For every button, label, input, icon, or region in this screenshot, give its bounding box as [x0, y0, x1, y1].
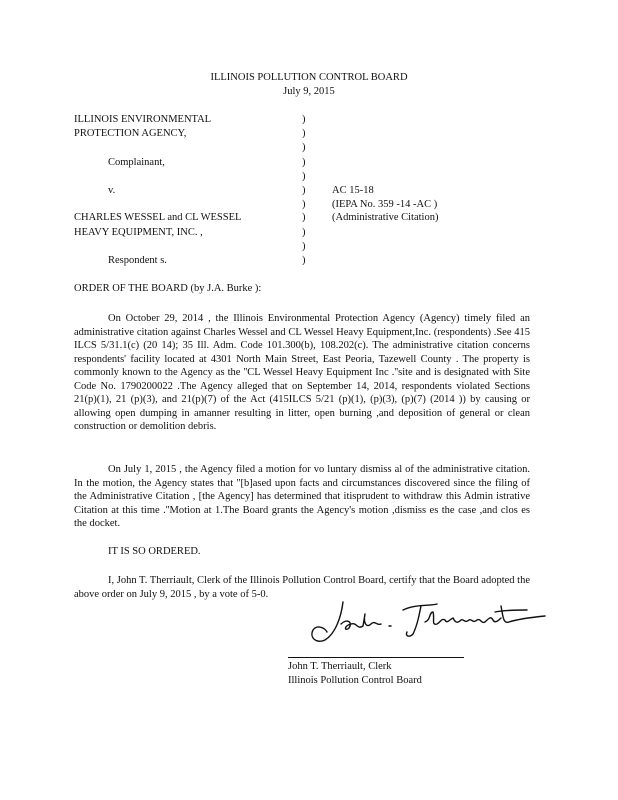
complainant-role: Complainant, [108, 157, 165, 168]
caption-paren: ) [302, 227, 306, 238]
order-paragraph-1: On October 29, 2014 , the Illinois Environmental Protection Agency (Agency) timely filed an administrative citation against Charles Wessel and CL Wessel Heavy Equipment,Inc. (respondents) .See 415 ILCS 5/31.1(c) (20 14); 35 Ill. Adm. Code 101.300(b), 108.202(c). The administrative citation concerns respondents' facility located at 4301 North Main Street, East Peoria, Tazewell County . The property is commonly known to the Agency as the ''CL Wessel Heavy Equipment Inc .''site and is designated with Site Code No. 1790200022 .The Agency alleged that on September 14, 2014, respondents violated Sections 21(p)(1), 21 (p)(3), and 21(p)(7) of the Act (415ILCS 5/21 (p)(1), (p)(3), (p)(7) (2014 )) by causing or allowing open dumping in amanner resulting in litter, open burning ,and deposition of general or clean construction or demolition debris. [74, 313, 530, 432]
caption-paren: ) [302, 199, 306, 210]
caption-paren: ) [302, 142, 306, 153]
caption-paren: ) [302, 157, 306, 168]
clerk-board-name: Illinois Pollution Control Board [288, 675, 422, 686]
respondent-name-line1: CHARLES WESSEL and CL WESSEL [74, 212, 242, 223]
iepa-number: (IEPA No. 359 -14 -AC ) [332, 199, 438, 210]
clerk-name-title: John T. Therriault, Clerk [288, 661, 392, 672]
caption-paren: ) [302, 128, 306, 139]
order-heading: ORDER OF THE BOARD (by J.A. Burke ): [74, 283, 262, 294]
caption-paren: ) [302, 171, 306, 182]
caption-paren: ) [302, 241, 306, 252]
caption-paren: ) [302, 255, 306, 266]
document-header-board: ILLINOIS POLLUTION CONTROL BOARD [210, 72, 408, 83]
clerk-signature [305, 596, 550, 652]
so-ordered-line: IT IS SO ORDERED. [108, 546, 201, 557]
complainant-name-line2: PROTECTION AGENCY, [74, 128, 187, 139]
caption-paren: ) [302, 212, 306, 223]
respondent-name-line2: HEAVY EQUIPMENT, INC. , [74, 227, 203, 238]
versus-label: v. [108, 185, 116, 196]
respondent-role: Respondent s. [108, 255, 167, 266]
clerk-certification: I, John T. Therriault, Clerk of the Illinois Pollution Control Board, certify that the Board adopted the above order on July 9, 2015 , by a vote of 5-0. [74, 575, 530, 600]
complainant-name-line1: ILLINOIS ENVIRONMENTAL [74, 114, 212, 125]
signature-line [288, 657, 464, 658]
order-paragraph-2: On July 1, 2015 , the Agency filed a motion for vo luntary dismiss al of the administrative citation. In the motion, the Agency states that ''[b]ased upon facts and circumstances discovered since the filing of the Administrative Citation , [the Agency] has determined that itisprudent to withdraw this Admin istrative Citation at this time .''Motion at 1.The Board grants the Agency's motion ,dismiss es the case ,and clos es the docket. [74, 464, 530, 529]
case-type: (Administrative Citation) [332, 212, 439, 223]
document-header-date: July 9, 2015 [283, 86, 335, 97]
caption-paren: ) [302, 114, 306, 125]
case-number: AC 15-18 [332, 185, 374, 196]
caption-paren: ) [302, 185, 306, 196]
